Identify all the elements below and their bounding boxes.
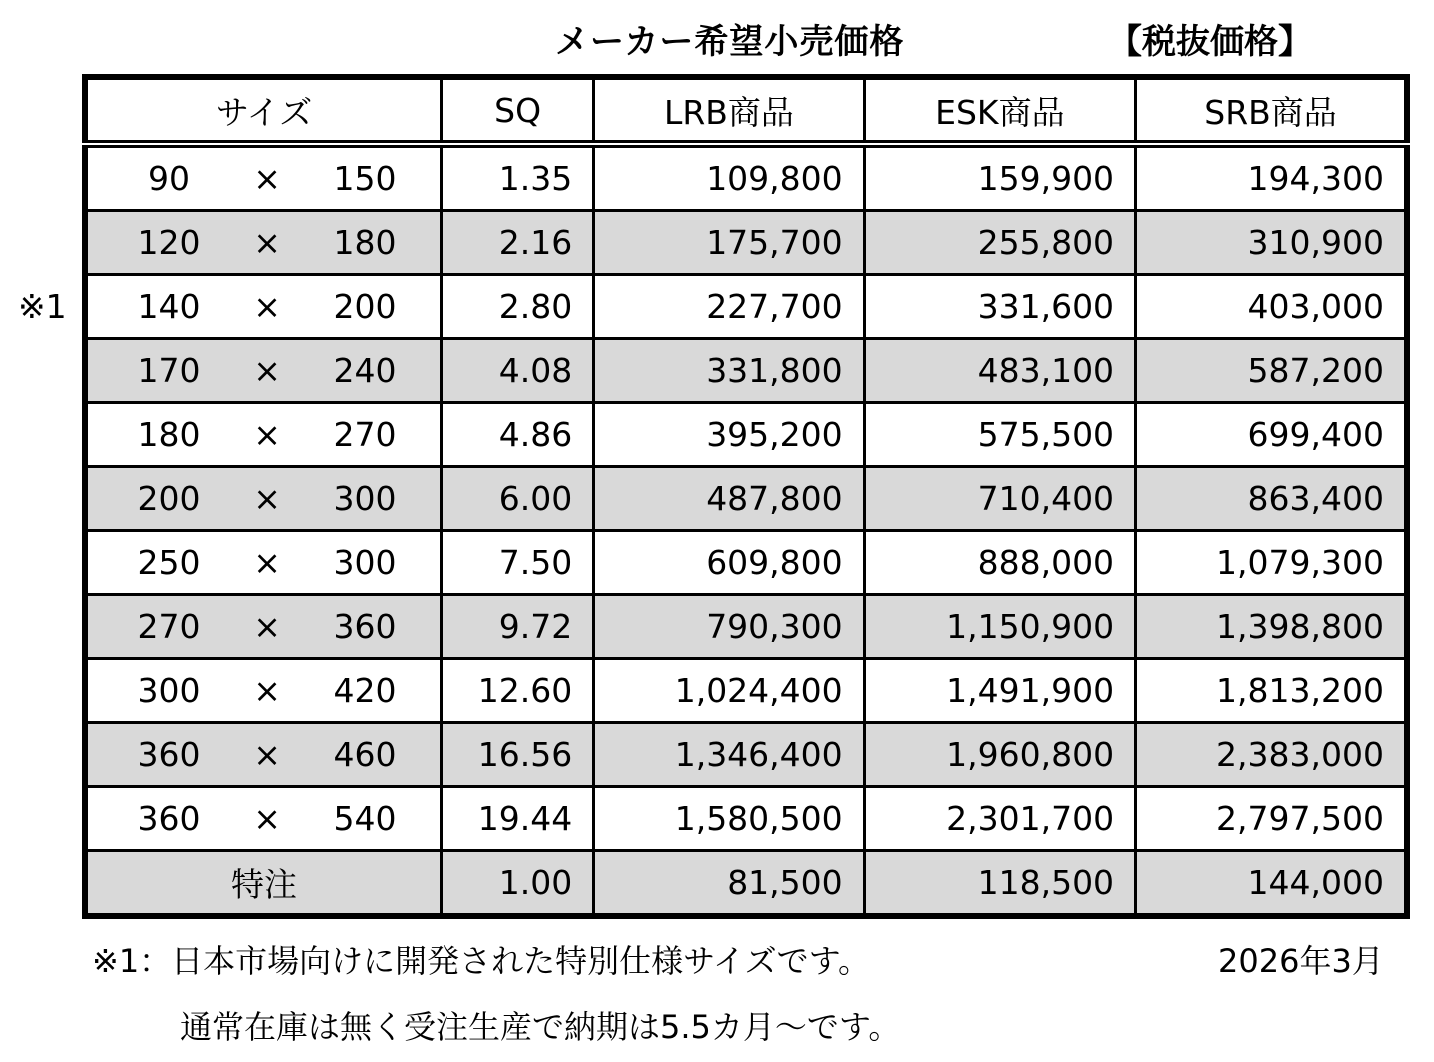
esk-price-cell: 1,960,800 [864, 723, 1135, 787]
size-cell [85, 275, 442, 339]
esk-price-cell: 710,400 [864, 467, 1135, 531]
header-sq: SQ [442, 77, 594, 144]
special-srb: 144,000 [1136, 851, 1407, 917]
table-row [85, 403, 1407, 467]
size-cell [85, 211, 442, 275]
size-cell [85, 144, 442, 211]
esk-price-cell: 1,150,900 [864, 595, 1135, 659]
size-length: 540 [333, 799, 397, 838]
date-label: 2026年3月 [1218, 942, 1384, 980]
times-sign: × [253, 671, 281, 710]
table-row [85, 531, 1407, 595]
size-width: 270 [137, 607, 201, 646]
times-sign: × [253, 607, 281, 646]
size-width: 180 [137, 415, 201, 454]
sq-cell: 12.60 [442, 659, 594, 723]
size-length: 420 [333, 671, 397, 710]
size-length: 270 [333, 415, 397, 454]
header-lrb: LRB商品 [594, 77, 864, 144]
srb-price-cell: 1,813,200 [1136, 659, 1407, 723]
special-label: 特注 [85, 851, 442, 917]
sq-cell: 2.80 [442, 275, 594, 339]
note-mark: ※1 [18, 287, 67, 326]
size-cell [85, 467, 442, 531]
special-order-section [85, 851, 1407, 917]
srb-price-cell: 403,000 [1136, 275, 1407, 339]
lrb-price-cell: 1,024,400 [594, 659, 864, 723]
table-row [85, 144, 1407, 211]
table-row [85, 723, 1407, 787]
sq-cell: 19.44 [442, 787, 594, 851]
size-width: 90 [148, 159, 190, 198]
special-sq: 1.00 [442, 851, 594, 917]
esk-price-cell: 575,500 [864, 403, 1135, 467]
size-cell [85, 723, 442, 787]
sq-cell: 2.16 [442, 211, 594, 275]
times-sign: × [253, 735, 281, 774]
srb-price-cell: 587,200 [1136, 339, 1407, 403]
size-cell [85, 531, 442, 595]
size-length: 200 [333, 287, 397, 326]
esk-price-cell: 2,301,700 [864, 787, 1135, 851]
srb-price-cell: 1,398,800 [1136, 595, 1407, 659]
sq-cell: 9.72 [442, 595, 594, 659]
times-sign: × [253, 415, 281, 454]
header-esk: ESK商品 [864, 77, 1135, 144]
times-sign: × [253, 543, 281, 582]
header-srb: SRB商品 [1136, 77, 1407, 144]
esk-price-cell: 255,800 [864, 211, 1135, 275]
size-cell [85, 595, 442, 659]
lrb-price-cell: 331,800 [594, 339, 864, 403]
lrb-price-cell: 1,580,500 [594, 787, 864, 851]
esk-price-cell: 888,000 [864, 531, 1135, 595]
size-width: 120 [137, 223, 201, 262]
lrb-price-cell: 1,346,400 [594, 723, 864, 787]
srb-price-cell: 699,400 [1136, 403, 1407, 467]
table-row [85, 467, 1407, 531]
srb-price-cell: 194,300 [1136, 144, 1407, 211]
special-esk: 118,500 [864, 851, 1135, 917]
lrb-price-cell: 790,300 [594, 595, 864, 659]
esk-price-cell: 331,600 [864, 275, 1135, 339]
sq-cell: 4.08 [442, 339, 594, 403]
lrb-price-cell: 175,700 [594, 211, 864, 275]
size-length: 300 [333, 479, 397, 518]
lrb-price-cell: 487,800 [594, 467, 864, 531]
lrb-price-cell: 395,200 [594, 403, 864, 467]
esk-price-cell: 1,491,900 [864, 659, 1135, 723]
header-size: サイズ [85, 77, 442, 144]
sq-cell: 1.35 [442, 144, 594, 211]
srb-price-cell: 2,383,000 [1136, 723, 1407, 787]
footnote-line-1: ※1：日本市場向けに開発された特別仕様サイズです。 [92, 942, 871, 980]
size-cell [85, 403, 442, 467]
size-width: 200 [137, 479, 201, 518]
special-lrb: 81,500 [594, 851, 864, 917]
times-sign: × [253, 159, 281, 198]
size-length: 150 [333, 159, 397, 198]
table-row [85, 659, 1407, 723]
size-length: 460 [333, 735, 397, 774]
sq-cell: 4.86 [442, 403, 594, 467]
srb-price-cell: 863,400 [1136, 467, 1407, 531]
lrb-price-cell: 227,700 [594, 275, 864, 339]
size-width: 360 [137, 799, 201, 838]
sq-cell: 6.00 [442, 467, 594, 531]
table-header [85, 77, 1407, 144]
lrb-price-cell: 109,800 [594, 144, 864, 211]
size-width: 170 [137, 351, 201, 390]
special-order-row [85, 851, 1407, 917]
times-sign: × [253, 223, 281, 262]
sq-cell: 7.50 [442, 531, 594, 595]
table-body [85, 144, 1407, 851]
size-length: 240 [333, 351, 397, 390]
size-cell [85, 659, 442, 723]
size-width: 360 [137, 735, 201, 774]
table-row [85, 275, 1407, 339]
table-row [85, 595, 1407, 659]
table-row [85, 211, 1407, 275]
size-cell [85, 787, 442, 851]
srb-price-cell: 1,079,300 [1136, 531, 1407, 595]
times-sign: × [253, 351, 281, 390]
size-width: 250 [137, 543, 201, 582]
footnote-line-2: 通常在庫は無く受注生産で納期は5.5カ月～です。 [180, 1008, 901, 1046]
srb-price-cell: 310,900 [1136, 211, 1407, 275]
sq-cell: 16.56 [442, 723, 594, 787]
page-title: メーカー希望小売価格 [555, 22, 905, 62]
esk-price-cell: 483,100 [864, 339, 1135, 403]
esk-price-cell: 159,900 [864, 144, 1135, 211]
size-length: 180 [333, 223, 397, 262]
size-width: 140 [137, 287, 201, 326]
times-sign: × [253, 287, 281, 326]
table-row [85, 787, 1407, 851]
srb-price-cell: 2,797,500 [1136, 787, 1407, 851]
size-length: 360 [333, 607, 397, 646]
price-table [82, 74, 1410, 919]
times-sign: × [253, 479, 281, 518]
lrb-price-cell: 609,800 [594, 531, 864, 595]
size-width: 300 [137, 671, 201, 710]
size-length: 300 [333, 543, 397, 582]
times-sign: × [253, 799, 281, 838]
table-row [85, 339, 1407, 403]
size-cell [85, 339, 442, 403]
tax-label: 【税抜価格】 [1108, 22, 1312, 62]
